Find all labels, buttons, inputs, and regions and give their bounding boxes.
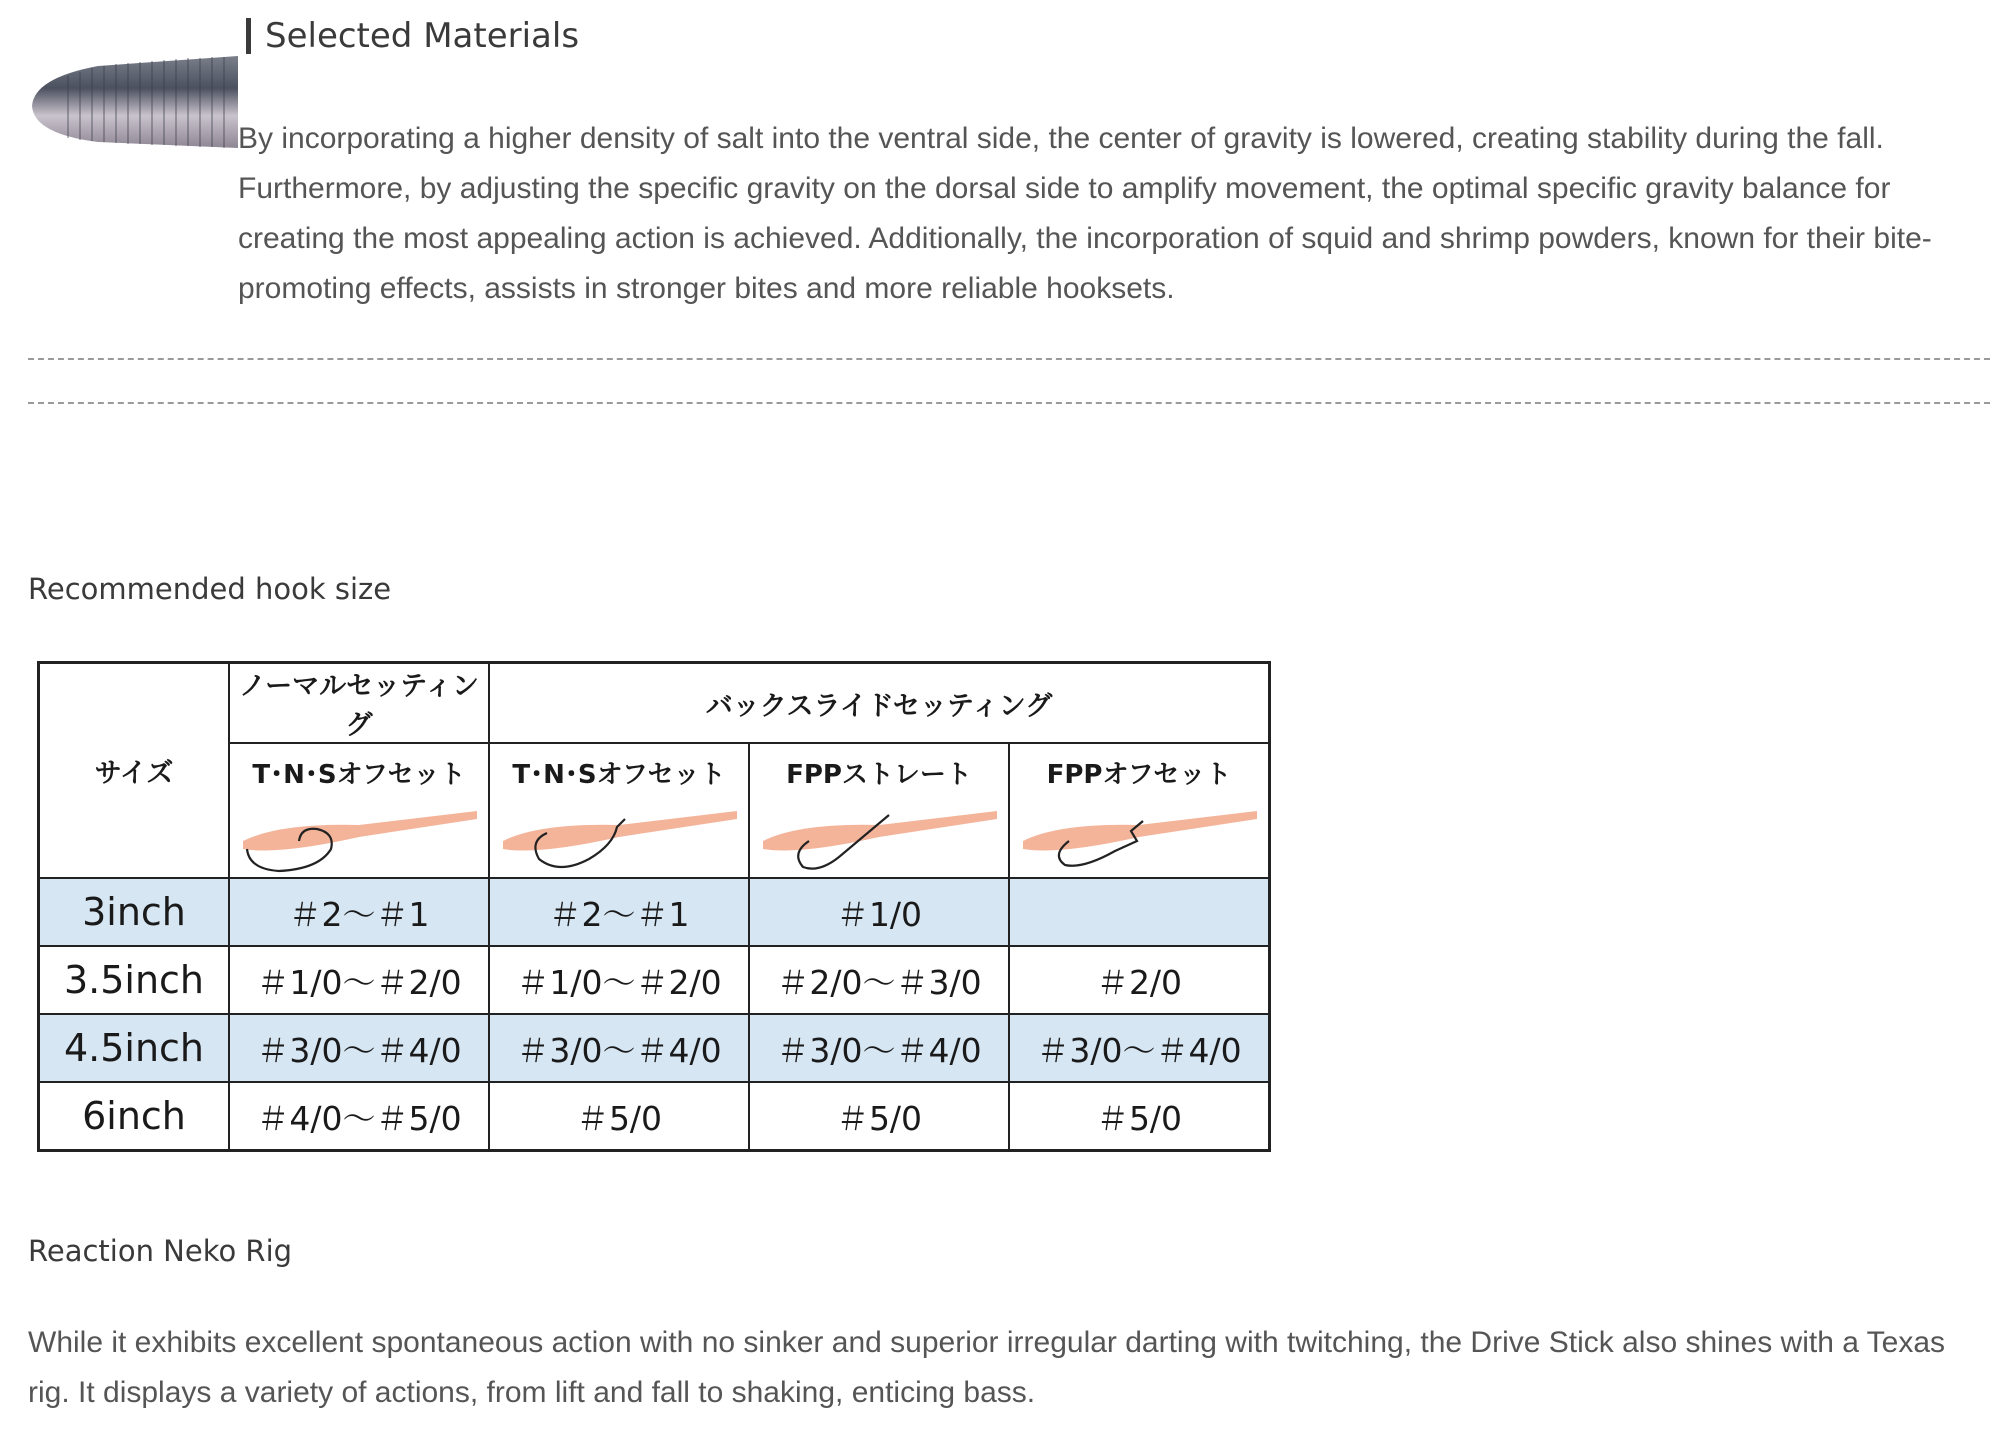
hook-cell: ＃5/0	[489, 1082, 749, 1151]
table-row	[39, 1082, 1270, 1151]
hook-cell: ＃3/0～＃4/0	[229, 1014, 489, 1082]
size-header: サイズ	[39, 663, 230, 879]
selected-materials-paragraph: By incorporating a higher density of salt into the ventral side, the center of gravity is lowered, creating stability during the fall. Furthermore, by adjusting the specific gravity on the dorsal side to amplify movement, the optimal specific gravity balance for creating the most appealing action is achieved. Additionally, the incorporation of squid and shrimp powders, known for their bite-promoting effects, assists in stronger bites and more reliable hooksets.	[238, 122, 1932, 305]
hook-cell: ＃3/0～＃4/0	[1009, 1014, 1270, 1082]
column-label: T･N･Sオフセット	[512, 760, 726, 790]
column-label: FPPオフセット	[1046, 760, 1232, 790]
reaction-neko-heading: Reaction Neko Rig	[28, 1234, 293, 1268]
selected-materials-heading	[246, 16, 579, 56]
hook-cell: ＃1/0	[749, 878, 1009, 946]
selected-materials-title: Selected Materials	[265, 16, 580, 56]
column-header	[489, 743, 749, 878]
table-row	[39, 878, 1270, 946]
divider	[28, 358, 1990, 360]
hook-cell: ＃3/0～＃4/0	[489, 1014, 749, 1082]
hook-cell: ＃1/0～＃2/0	[489, 946, 749, 1014]
hook-cell: ＃2～＃1	[489, 878, 749, 946]
hook-cell	[1009, 878, 1270, 946]
hook-size-heading: Recommended hook size	[28, 572, 392, 606]
worm-hook-illustration	[759, 797, 999, 877]
hook-size-table	[37, 661, 1271, 1152]
column-header	[749, 743, 1009, 878]
worm-hook-illustration	[499, 797, 739, 877]
hook-cell: ＃5/0	[1009, 1082, 1270, 1151]
column-header	[1009, 743, 1270, 878]
divider	[28, 402, 1990, 404]
size-cell: 3inch	[39, 878, 230, 946]
hook-cell: ＃3/0～＃4/0	[749, 1014, 1009, 1082]
group-normal-header: ノーマルセッティング	[229, 663, 489, 744]
size-cell: 3.5inch	[39, 946, 230, 1014]
column-label: T･N･Sオフセット	[252, 760, 466, 790]
hook-cell: ＃5/0	[749, 1082, 1009, 1151]
hook-cell: ＃1/0～＃2/0	[229, 946, 489, 1014]
hook-cell: ＃2/0～＃3/0	[749, 946, 1009, 1014]
size-cell: 4.5inch	[39, 1014, 230, 1082]
reaction-neko-paragraph: While it exhibits excellent spontaneous action with no sinker and superior irregular darting with twitching, the Drive Stick also shines with a Texas rig. It displays a variety of actions, from lift and fall to shaking, enticing bass.	[28, 1326, 1946, 1409]
table-row	[39, 1014, 1270, 1082]
heading-bar-icon	[246, 18, 251, 54]
column-header	[229, 743, 489, 878]
worm-hook-illustration	[239, 797, 479, 877]
group-backslide-header: バックスライドセッティング	[489, 663, 1270, 744]
table-row	[39, 946, 1270, 1014]
lure-image	[28, 48, 238, 160]
worm-hook-illustration	[1019, 797, 1259, 877]
hook-cell: ＃2～＃1	[229, 878, 489, 946]
size-cell: 6inch	[39, 1082, 230, 1151]
hook-cell: ＃2/0	[1009, 946, 1270, 1014]
column-label: FPPストレート	[786, 760, 972, 790]
hook-cell: ＃4/0～＃5/0	[229, 1082, 489, 1151]
